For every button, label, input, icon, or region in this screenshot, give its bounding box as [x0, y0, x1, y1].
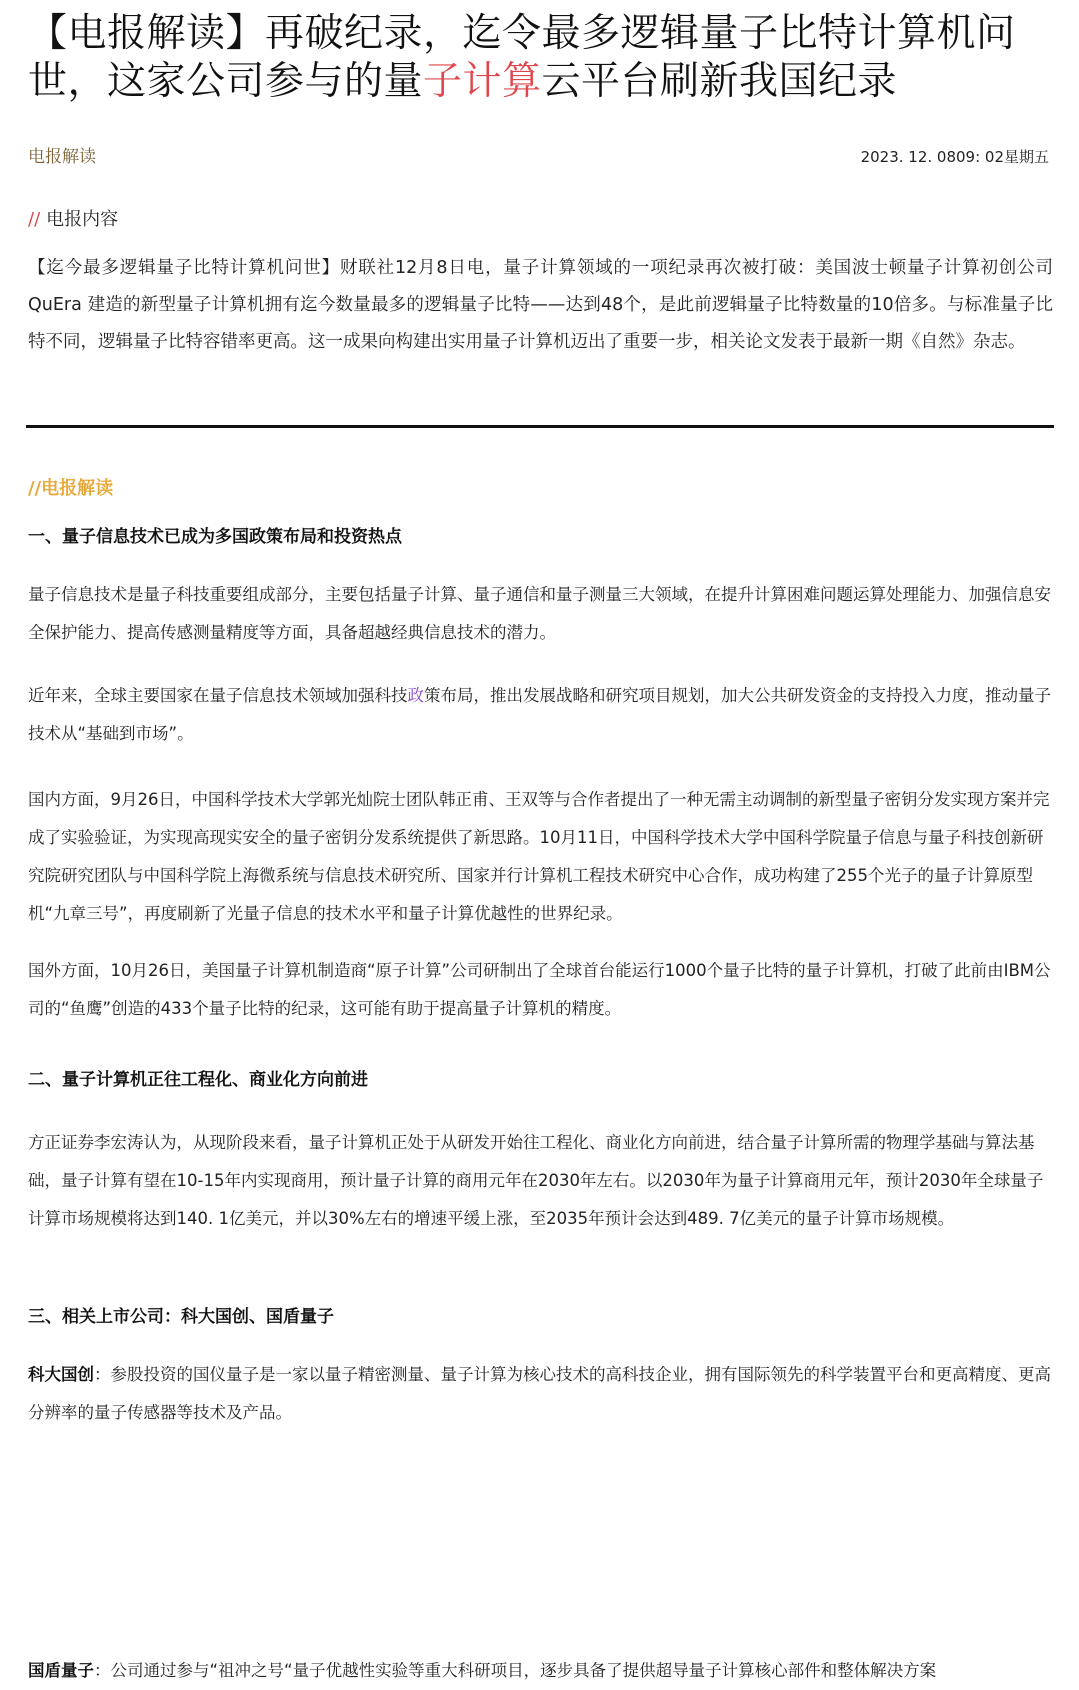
p2-highlight: 政 — [407, 686, 424, 705]
heading-listed-companies: 三、相关上市公司：科大国创、国盾量子 — [28, 1307, 334, 1327]
telegram-content: 【迄今最多逻辑量子比特计算机问世】财联社12月8日电，量子计算领域的一项纪录再次被打破：美国波士顿量子计算初创公司QuEra 建造的新型量子计算机拥有迄今数量最多的逻辑量子比特——达到48个，是此前逻辑量子比特数量的10倍多。与标准量子比特不同，逻辑量子比特容错率更高。这一成果向构建出实用量子计算机迈出了重要一步，相关论文发表于最新一期《自然》杂志。 — [28, 258, 1053, 352]
paragraph-global-policy — [28, 677, 1053, 753]
company-1-text: ：参股投资的国仪量子是一家以量子精密测量、量子计算为核心技术的高科技企业，拥有国际领先的科学装置平台和更高精度、更高分辨率的量子传感器等技术及产品。 — [28, 1365, 1051, 1422]
company-1-name: 科大国创 — [28, 1365, 94, 1384]
heading-commercialization: 二、量子计算机正往工程化、商业化方向前进 — [28, 1070, 368, 1090]
article-datetime: 2023. 12. 0809: 02星期五 — [860, 148, 1049, 166]
paragraph-forecast: 方正证券李宏涛认为，从现阶段来看，量子计算机正处于从研发开始往工程化、商业化方向前进，结合量子计算所需的物理学基础与算法基础，量子计算有望在10-15年内实现商用，预计量子计算的商用元年在2030年左右。以2030年为量子计算商用元年，预计2030年全球量子计算市场规模将达到140. 1亿美元，并以30%左右的增速平缓上涨，至2035年预计会达到489. 7亿美元的量子计算市场规模。 — [28, 1133, 1044, 1228]
company-2-name: 国盾量子 — [28, 1661, 94, 1680]
heading-policy: 一、量子信息技术已成为多国政策布局和投资热点 — [28, 527, 402, 547]
title-part2: 云平台刷新我国纪录 — [541, 59, 898, 104]
p2-text-a: 近年来，全球主要国家在量子信息技术领域加强科技 — [28, 686, 408, 705]
paragraph-company-1 — [28, 1356, 1053, 1432]
article-category[interactable]: 电报解读 — [28, 147, 96, 167]
telegram-label-text: 电报内容 — [46, 209, 119, 230]
paragraph-company-2 — [28, 1652, 1058, 1690]
article-title — [28, 10, 1063, 106]
title-part1: 【电报解读】再破纪录，迄令最多逻辑量子比特计算机问世，这家公司参与的量 — [28, 11, 1016, 104]
section-slash-icon: // — [28, 209, 41, 230]
telegram-section-label — [28, 205, 118, 231]
analysis-section-label: //电报解读 — [28, 478, 114, 499]
p2-text-b: 策布局，推出发展战略和研究项目规划，加大公共研发资金的支持投入力度，推动量子技术从“基础到市场”。 — [28, 686, 1051, 743]
paragraph-foreign: 国外方面，10月26日，美国量子计算机制造商“原子计算”公司研制出了全球首台能运行1000个量子比特的量子计算机，打破了此前由IBM公司的“鱼鹰”创造的433个量子比特的纪录，这可能有助于提高量子计算机的精度。 — [28, 961, 1051, 1018]
title-highlight: 子计算 — [423, 59, 542, 104]
paragraph-intro: 量子信息技术是量子科技重要组成部分，主要包括量子计算、量子通信和量子测量三大领域，在提升计算困难问题运算处理能力、加强信息安全保护能力、提高传感测量精度等方面，具备超越经典信息技术的潜力。 — [28, 585, 1051, 642]
section-divider — [26, 425, 1054, 428]
paragraph-domestic: 国内方面，9月26日，中国科学技术大学郭光灿院士团队韩正甫、王双等与合作者提出了一种无需主动调制的新型量子密钥分发实现方案并完成了实验验证，为实现高现实安全的量子密钥分发系统提供了新思路。10月11日，中国科学技术大学中国科学院量子信息与量子科技创新研究院研究团队与中国科学院上海微系统与信息技术研究所、国家并行计算机工程技术研究中心合作，成功构建了255个光子的量子计算原型机“九章三号”，再度刷新了光量子信息的技术水平和量子计算优越性的世界纪录。 — [28, 790, 1050, 923]
company-2-text: ：公司通过参与“祖冲之号“量子优越性实验等重大科研项目，逐步具备了提供超导量子计算核心部件和整体解决方案 — [94, 1661, 937, 1680]
